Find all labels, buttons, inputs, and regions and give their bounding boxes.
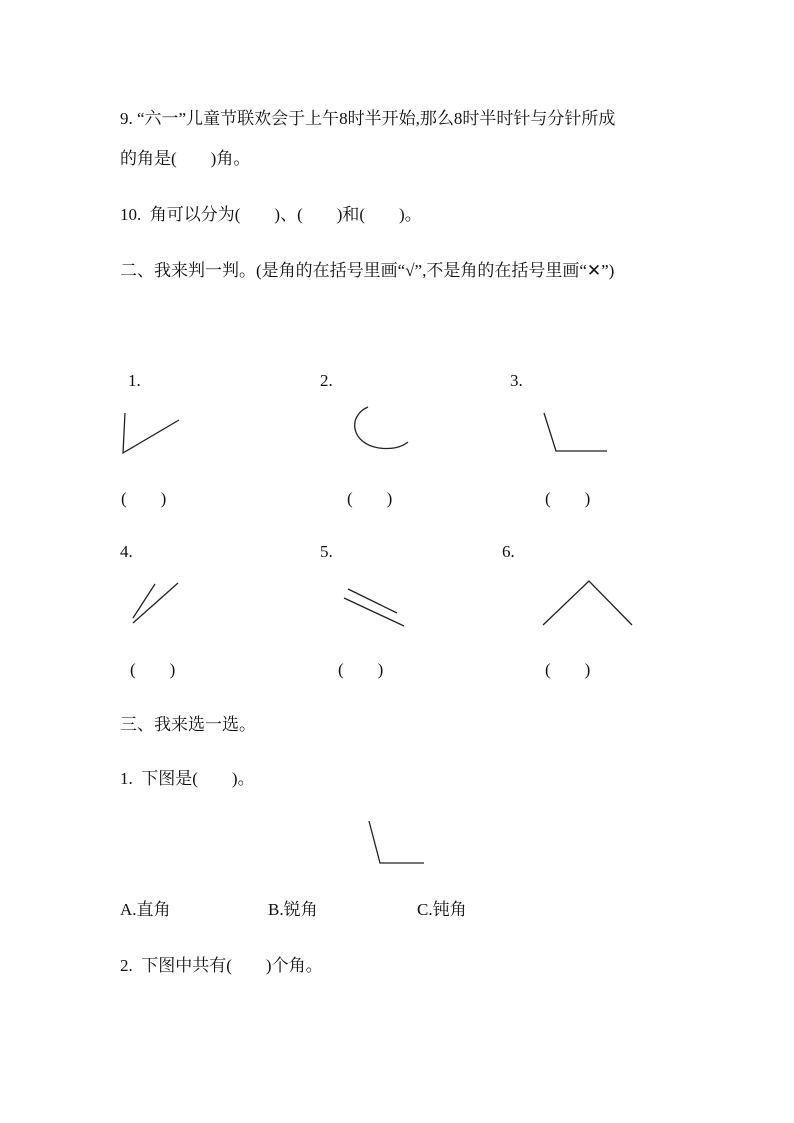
figure-obtuse-angle	[538, 408, 618, 458]
section-3-heading: 三、我来选一选。	[120, 715, 256, 734]
figure-acute-angle	[115, 410, 185, 460]
choice-question-2: 2. 下图中共有( )个角。	[120, 956, 323, 975]
judge-item-5-number: 5.	[320, 542, 333, 561]
judge-item-6-number: 6.	[502, 542, 515, 561]
judge-item-2-number: 2.	[320, 371, 333, 390]
judge-item-3-number: 3.	[510, 371, 523, 390]
question-10: 10. 角可以分为( )、( )和( )。	[120, 205, 422, 224]
judge-item-6-answer[interactable]: ( )	[545, 660, 591, 679]
judge-item-1-answer[interactable]: ( )	[121, 489, 167, 508]
choice-question-1: 1. 下图是( )。	[120, 769, 255, 788]
figure-non-meeting-lines	[128, 578, 186, 630]
figure-caret-angle	[538, 575, 638, 630]
option-c[interactable]: C.钝角	[417, 900, 467, 919]
option-b[interactable]: B.锐角	[268, 900, 318, 919]
figure-curved-arc	[345, 402, 415, 457]
judge-item-1-number: 1.	[128, 371, 141, 390]
judge-item-4-number: 4.	[120, 542, 133, 561]
figure-parallel-lines	[340, 586, 410, 631]
question-9-line-2: 的角是( )角。	[120, 149, 251, 168]
figure-choice-angle	[362, 816, 432, 868]
judge-item-5-answer[interactable]: ( )	[338, 660, 384, 679]
judge-item-2-answer[interactable]: ( )	[347, 489, 393, 508]
section-2-heading: 二、我来判一判。(是角的在括号里画“√”,不是角的在括号里画“✕”)	[120, 261, 615, 280]
option-a[interactable]: A.直角	[120, 900, 171, 919]
judge-item-4-answer[interactable]: ( )	[130, 660, 176, 679]
judge-item-3-answer[interactable]: ( )	[545, 489, 591, 508]
question-9-line-1: 9. “六一”儿童节联欢会于上午8时半开始,那么8时半时针与分针所成	[120, 109, 616, 128]
